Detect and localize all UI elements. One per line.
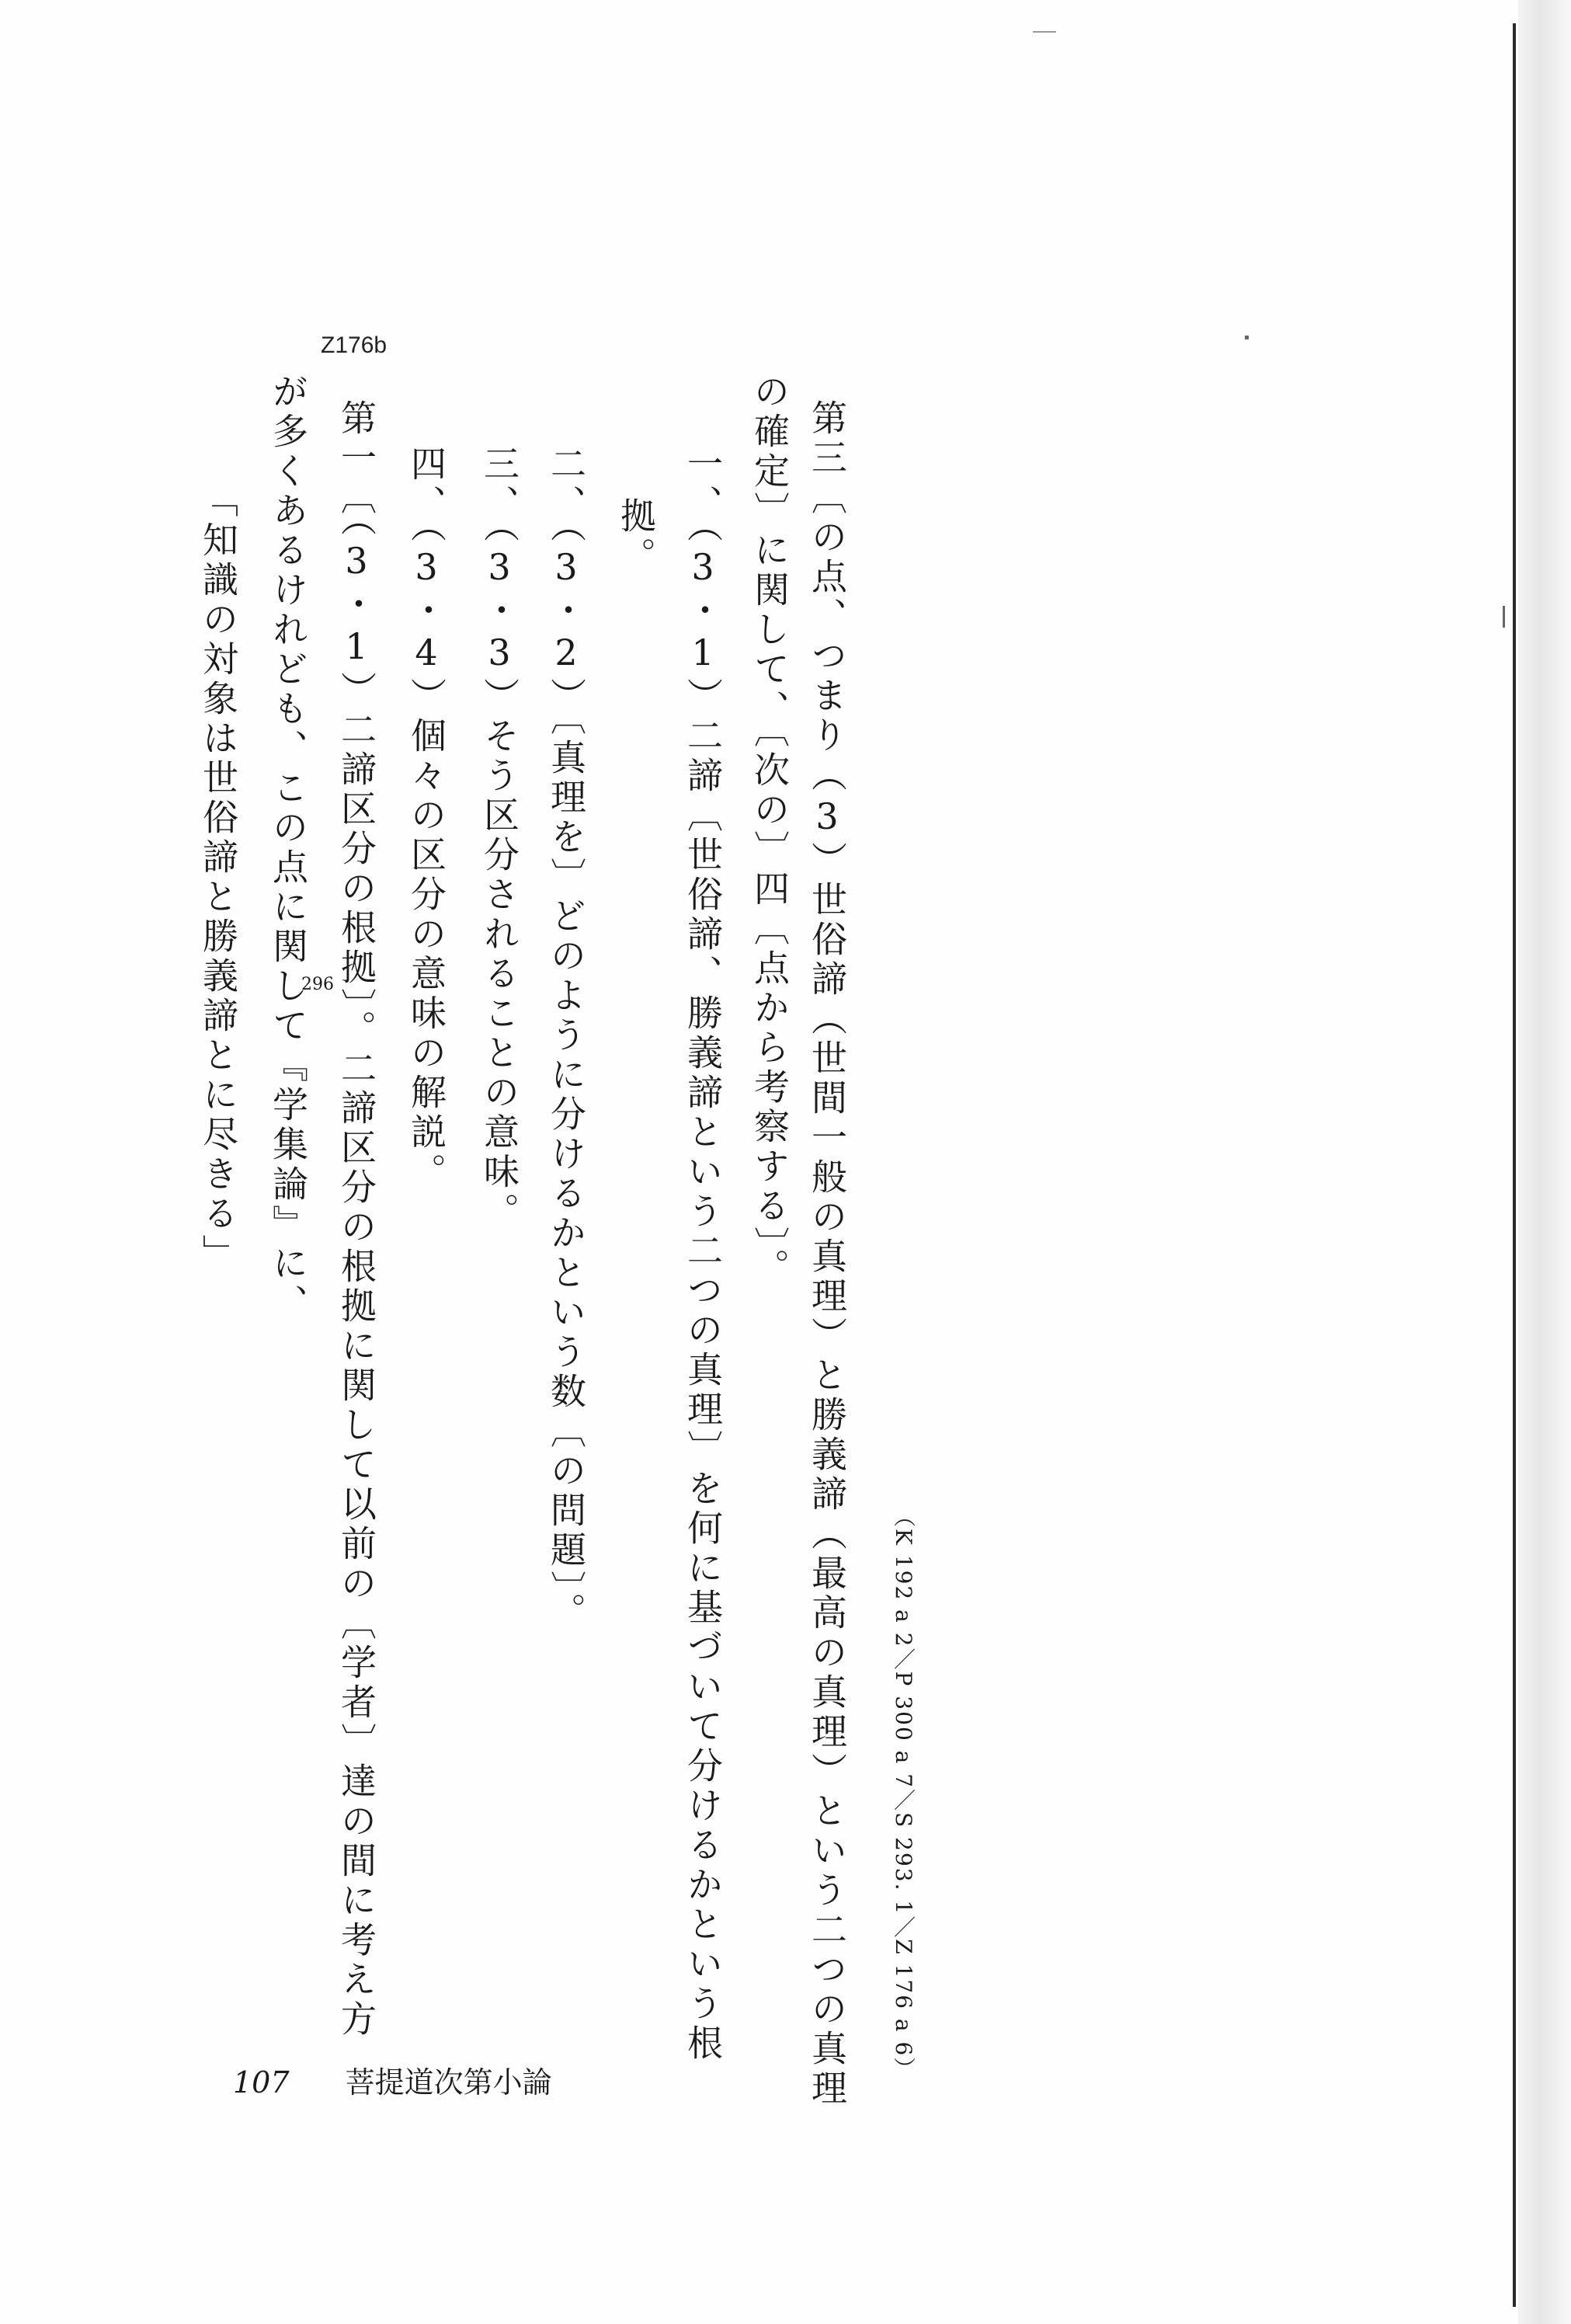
text-column-2: の確定〕に関して、〔次の〕四〔点から考察する〕。 xyxy=(749,373,791,1288)
margin-note: Z176b xyxy=(321,332,388,358)
page-number: 107 xyxy=(233,2065,290,2100)
text-column-5: 二、（3・2）〔真理を〕どのように分けるかという数〔の問題〕。 xyxy=(545,445,587,1632)
scan-speck xyxy=(1503,606,1505,628)
page-footer xyxy=(233,2058,552,2101)
binding-shadow xyxy=(1518,0,1571,2324)
text-column-3: 一、（3・1）二諦〔世俗諦、勝義諦という二つの真理〕を何に基づいて分けるかという根 xyxy=(682,445,724,2064)
text-column-4: 拠。 xyxy=(615,497,657,576)
text-column-1: 第三〔の点、つまり（3）世俗諦（世間一般の真理）と勝義諦（最高の真理）という二つの真理 xyxy=(806,399,848,2109)
text-column-7: 四、（3・4）個々の区分の意味の解説。 xyxy=(405,445,447,1192)
reference-line: （K 192 a 2／P 300 a 7／S 293. 1／Z 176 a 6） xyxy=(891,1505,916,2081)
note-marker: 296 xyxy=(301,975,334,994)
text-column-9: が多くあるけれども、この点に関して『学集論』に、 xyxy=(267,373,309,1324)
text-column-10: 「知識の対象は世俗諦と勝義諦とに尽きる」 xyxy=(197,482,239,1274)
scan-speck xyxy=(1033,31,1056,33)
scan-speck xyxy=(1245,336,1249,339)
text-column-8: 第一〔（3・1）二諦区分の根拠〕。二諦区分の根拠に関して以前の〔学者〕達の間に考え方 xyxy=(335,399,377,2040)
book-title: 菩提道次第小論 xyxy=(345,2065,552,2100)
text-column-6: 三、（3・3）そう区分されることの意味。 xyxy=(478,445,520,1232)
binding-edge xyxy=(1513,23,1516,2307)
